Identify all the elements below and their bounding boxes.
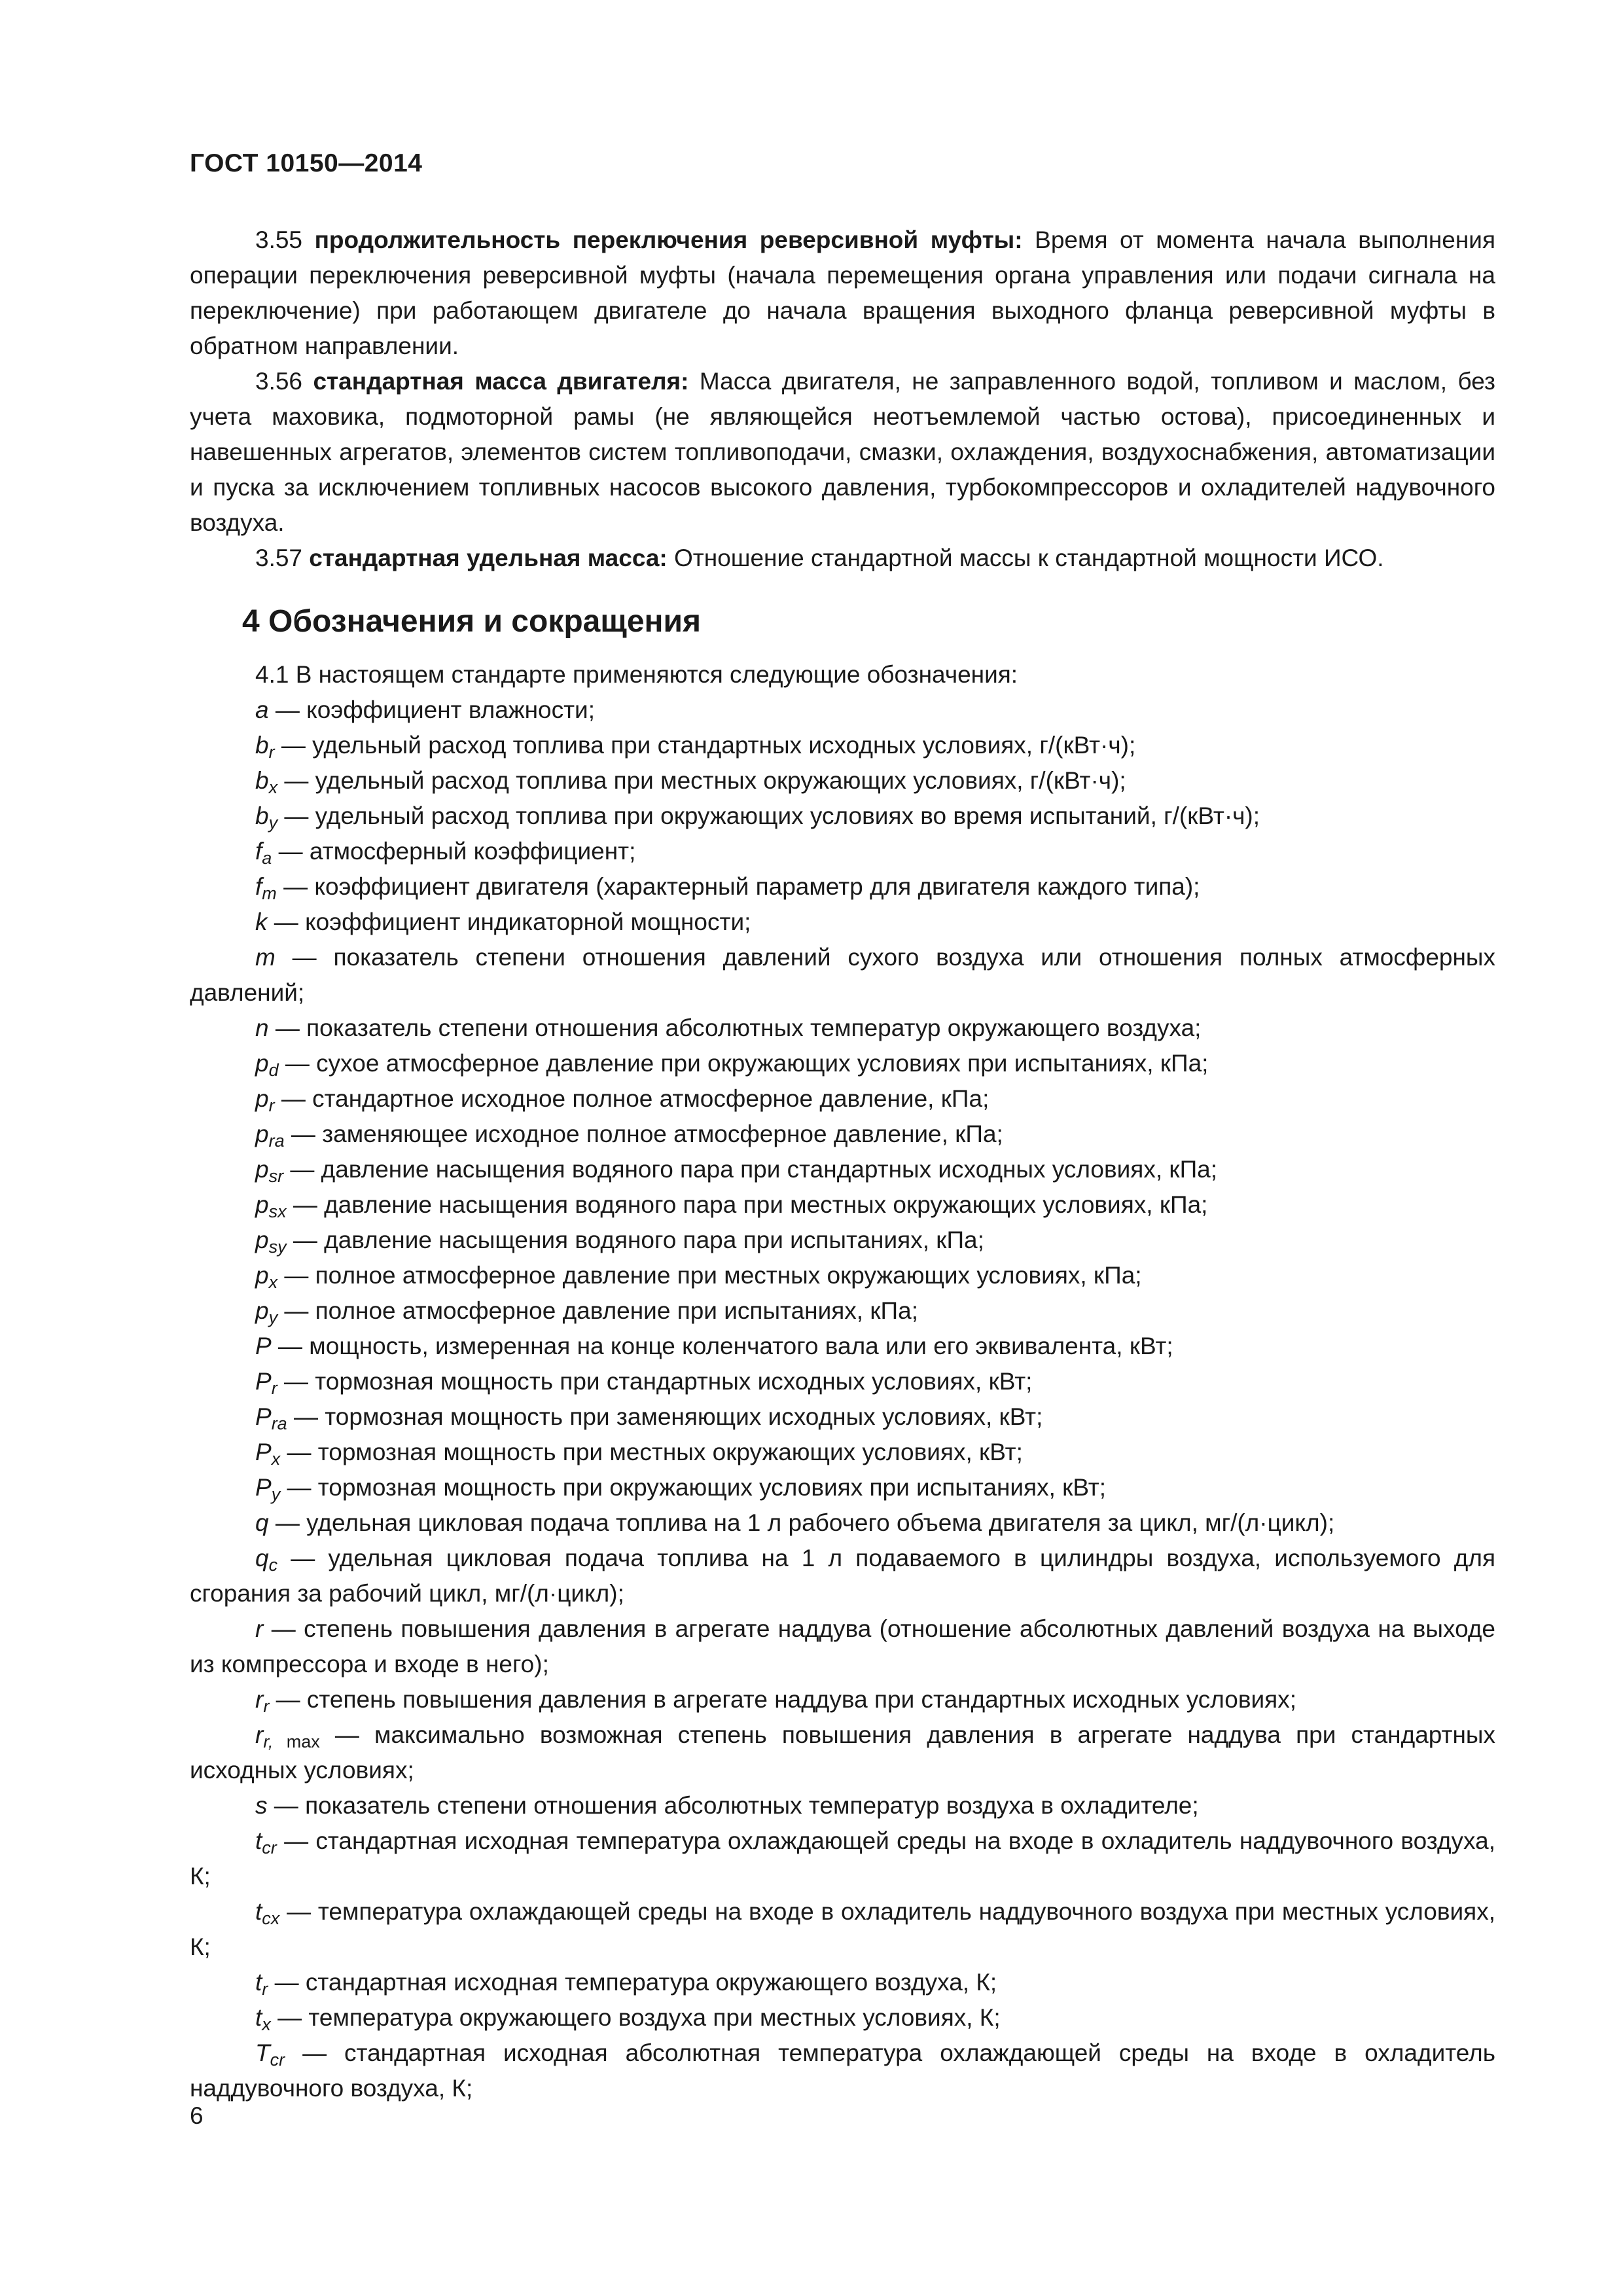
symbol-subscript: [262, 1838, 277, 1857]
subscript-index: r: [268, 742, 275, 762]
symbol-definition: [190, 692, 1495, 728]
symbol-subscript: [272, 1449, 281, 1469]
symbol-description: тормозная мощность при местных окружающих условиях, кВт;: [317, 1439, 1023, 1465]
symbol: T: [255, 2039, 270, 2066]
symbol-definition: [190, 940, 1495, 1011]
clause-list: [190, 223, 1495, 576]
symbol-subscript: [269, 1060, 279, 1080]
symbol: b: [255, 767, 269, 794]
symbol: r: [255, 1686, 264, 1713]
symbol-definition: [190, 763, 1495, 798]
symbol-definition: [190, 728, 1495, 763]
subscript-index: x: [271, 1449, 281, 1469]
subscript-index: d: [268, 1060, 279, 1080]
symbol-subscript: [269, 778, 278, 797]
subscript-index: y: [268, 813, 278, 833]
symbol: p: [255, 1121, 269, 1147]
symbol-definition: [190, 2000, 1495, 2036]
symbol: P: [255, 1368, 272, 1395]
symbol-definition: [190, 1788, 1495, 1823]
subscript-index: r,: [263, 1732, 274, 1751]
symbol-definition: [190, 1505, 1495, 1541]
em-dash: —: [291, 1545, 315, 1571]
symbol-definition: [190, 1223, 1495, 1258]
em-dash: —: [293, 1403, 318, 1430]
clause-term: стандартная масса двигателя:: [313, 368, 689, 395]
symbol-definition: [190, 1399, 1495, 1435]
symbol: n: [255, 1014, 269, 1041]
symbol: f: [255, 838, 262, 865]
symbol-definition: [190, 869, 1495, 905]
em-dash: —: [284, 1827, 309, 1854]
symbol: p: [255, 1262, 269, 1289]
symbol-description: тормозная мощность при стандартных исходных условиях, кВт;: [315, 1368, 1033, 1395]
em-dash: —: [293, 1227, 317, 1253]
subscript-index: cr: [270, 2050, 285, 2070]
symbol-subscript: [269, 1272, 278, 1292]
symbol: t: [255, 1827, 262, 1854]
symbol-description: заменяющее исходное полное атмосферное давление, кПа;: [322, 1121, 1003, 1147]
symbol-subscript: [269, 742, 275, 762]
em-dash: —: [281, 732, 306, 759]
symbol-definition: [190, 834, 1495, 869]
symbol-definition: [190, 1011, 1495, 1046]
symbol-definition: [190, 1187, 1495, 1223]
symbol-description: степень повышения давления в агрегате наддува (отношение абсолютных давлений воздуха на выходе из компрессора и входе в него);: [190, 1615, 1496, 1677]
symbol: q: [255, 1545, 269, 1571]
clause-text: Масса двигателя, не заправленного водой, топливом и маслом, без учета маховика, подмоторной рамы (не являющейся неотъемлемой частью остова), присоединенных и навешенных агрегатов, элементов систем топливоподачи, смазки, охлаждения, воздухоснабжения, автоматизации и пуска за исключением топливных насосов высокого давления, турбокомпрессоров и охладителей надувочного воздуха.: [190, 368, 1496, 536]
em-dash: —: [284, 1262, 309, 1289]
document-header: ГОСТ 10150—2014: [190, 149, 423, 177]
symbol-description: удельный расход топлива при стандартных исходных условиях, г/(кВт·ч);: [312, 732, 1136, 759]
clause-term: стандартная удельная масса:: [309, 545, 668, 571]
symbol-definition: [190, 1682, 1495, 1717]
page-content: [190, 223, 1495, 2106]
symbol: r: [255, 1615, 264, 1642]
symbol: b: [255, 802, 269, 829]
symbol-subscript: [269, 1308, 278, 1327]
symbol: p: [255, 1297, 269, 1324]
subscript-index: c: [268, 1555, 278, 1575]
subscript-index: x: [262, 2015, 271, 2034]
symbol: t: [255, 1969, 262, 1996]
em-dash: —: [271, 1615, 296, 1642]
em-dash: —: [291, 1121, 315, 1147]
symbol-definition: [190, 1435, 1495, 1470]
symbol-description: показатель степени отношения давлений сухого воздуха или отношения полных атмосферных давлений;: [190, 944, 1496, 1006]
symbol-definition: [190, 2036, 1495, 2106]
em-dash: —: [283, 1368, 308, 1395]
symbol-subscript: [262, 848, 272, 868]
symbol: P: [255, 1474, 272, 1501]
symbol-description: удельный расход топлива при окружающих условиях во время испытаний, г/(кВт·ч);: [315, 802, 1260, 829]
subscript-index: y: [268, 1308, 278, 1327]
symbol-description: давление насыщения водяного пара при стандартных исходных условиях, кПа;: [321, 1156, 1218, 1183]
subscript-index: sx: [268, 1202, 287, 1221]
clause-3-56: [190, 364, 1495, 541]
symbol-definition: [190, 905, 1495, 940]
symbol: p: [255, 1156, 269, 1183]
symbol-subscript: [272, 1414, 287, 1433]
symbol: q: [255, 1509, 269, 1536]
symbol-description: коэффициент влажности;: [306, 696, 595, 723]
symbol-description: тормозная мощность при заменяющих исходных условиях, кВт;: [325, 1403, 1043, 1430]
symbol-description: коэффициент индикаторной мощности;: [305, 908, 751, 935]
subscript-index: cx: [262, 1909, 280, 1928]
symbol-subscript: [263, 1732, 319, 1751]
em-dash: —: [334, 1721, 359, 1748]
symbol-description: коэффициент двигателя (характерный параметр для двигателя каждого типа);: [314, 873, 1200, 900]
clause-text: Отношение стандартной массы к стандартной мощности ИСО.: [674, 545, 1384, 571]
symbol-subscript: [269, 1131, 285, 1151]
symbol-description: стандартная исходная температура окружающего воздуха, К;: [305, 1969, 997, 1996]
subscript-index: a: [262, 848, 272, 868]
em-dash: —: [275, 1014, 300, 1041]
symbol-subscript: [269, 1202, 287, 1221]
symbol-description: тормозная мощность при окружающих условиях при испытаниях, кВт;: [317, 1474, 1107, 1501]
page-number: 6: [190, 2102, 204, 2129]
symbol-description: максимально возможная степень повышения давления в агрегате наддува при стандартных исходных условиях;: [190, 1721, 1496, 1784]
symbol: p: [255, 1050, 269, 1077]
symbol-definition: [190, 1717, 1495, 1788]
section-title: 4 Обозначения и сокращения: [242, 604, 702, 639]
symbol-description: удельная цикловая подача топлива на 1 л рабочего объема двигателя за цикл, мг/(л·цикл);: [306, 1509, 1335, 1536]
em-dash: —: [277, 2004, 302, 2031]
symbol: P: [255, 1333, 272, 1359]
section-intro: 4.1 В настоящем стандарте применяются следующие обозначения:: [255, 661, 1018, 688]
symbol-subscript: [269, 813, 278, 833]
symbol: b: [255, 732, 269, 759]
symbol-subscript: [262, 1909, 279, 1928]
subscript-index: sy: [268, 1237, 287, 1257]
subscript-qualifier: max: [273, 1732, 320, 1751]
symbol-description: температура окружающего воздуха при местных условиях, К;: [308, 2004, 1001, 2031]
subscript-index: ra: [268, 1131, 285, 1151]
symbol-subscript: [269, 1237, 287, 1257]
symbol: f: [255, 873, 262, 900]
symbol-definition: [190, 1541, 1495, 1611]
subscript-index: x: [268, 778, 278, 797]
subscript-index: r: [262, 1979, 268, 1999]
symbol-description: атмосферный коэффициент;: [309, 838, 636, 865]
symbol: p: [255, 1085, 269, 1112]
symbol-definition: [190, 1293, 1495, 1329]
symbol-list: [190, 692, 1495, 2106]
subscript-index: r: [271, 1378, 277, 1398]
symbol: m: [255, 944, 276, 971]
em-dash: —: [275, 1509, 300, 1536]
symbol-subscript: [269, 1166, 284, 1186]
symbol-description: стандартная исходная температура охлаждающей среды на входе в охладитель наддувочного воздуха, К;: [190, 1827, 1495, 1890]
symbol-description: удельный расход топлива при местных окружающих условиях, г/(кВт·ч);: [315, 767, 1126, 794]
em-dash: —: [302, 2039, 327, 2066]
symbol: t: [255, 2004, 262, 2031]
symbol: p: [255, 1227, 269, 1253]
symbol-definition: [190, 1611, 1495, 1682]
symbol: p: [255, 1191, 269, 1218]
symbol-description: показатель степени отношения абсолютных температур окружающего воздуха;: [306, 1014, 1202, 1041]
symbol-subscript: [272, 1378, 277, 1398]
symbol-description: температура охлаждающей среды на входе в охладитель наддувочного воздуха при местных условиях, К;: [190, 1898, 1495, 1960]
symbol-description: давление насыщения водяного пара при испытаниях, кПа;: [324, 1227, 984, 1253]
symbol-description: показатель степени отношения абсолютных температур воздуха в охладителе;: [305, 1792, 1199, 1819]
symbol-definition: [190, 798, 1495, 834]
clause-number: 3.55: [255, 226, 303, 253]
em-dash: —: [276, 1686, 300, 1713]
symbol-description: удельная цикловая подача топлива на 1 л подаваемого в цилиндры воздуха, используемого для сгорания за рабочий цикл, мг/(л·цикл);: [190, 1545, 1496, 1607]
em-dash: —: [274, 1792, 298, 1819]
subscript-index: cr: [262, 1838, 277, 1857]
symbol-definition: [190, 1258, 1495, 1293]
symbol-definition: [190, 1823, 1495, 1894]
symbol-definition: [190, 1046, 1495, 1081]
subscript-index: ra: [271, 1414, 287, 1433]
symbol-subscript: [262, 2015, 271, 2034]
symbol: a: [255, 696, 269, 723]
em-dash: —: [278, 838, 303, 865]
clause-term: продолжительность переключения реверсивной муфты:: [314, 226, 1023, 253]
symbol-definition: [190, 1329, 1495, 1364]
subscript-index: y: [271, 1484, 281, 1504]
symbol-subscript: [269, 1096, 275, 1115]
em-dash: —: [274, 1969, 299, 1996]
symbol-subscript: [262, 1979, 268, 1999]
symbol-subscript: [272, 1484, 281, 1504]
symbol-description: полное атмосферное давление при местных окружающих условиях, кПа;: [315, 1262, 1142, 1289]
em-dash: —: [281, 1085, 306, 1112]
clause-3-55: [190, 223, 1495, 364]
symbol: P: [255, 1403, 272, 1430]
symbol-description: степень повышения давления в агрегате наддува при стандартных исходных условиях;: [306, 1686, 1296, 1713]
clause-number: 3.57: [255, 545, 303, 571]
symbol-definition: [190, 1470, 1495, 1505]
symbol: P: [255, 1439, 272, 1465]
symbol-subscript: [269, 1555, 278, 1575]
clause-3-57: [190, 541, 1495, 576]
em-dash: —: [283, 873, 308, 900]
symbol: k: [255, 908, 268, 935]
symbol-subscript: [262, 884, 277, 903]
symbol-definition: [190, 1081, 1495, 1117]
symbol: r: [255, 1721, 264, 1748]
symbol-definition: [190, 1152, 1495, 1187]
subscript-index: r: [263, 1696, 270, 1716]
em-dash: —: [275, 696, 300, 723]
symbol-description: стандартная исходная абсолютная температура охлаждающей среды на входе в охладитель наддувочного воздуха, К;: [190, 2039, 1495, 2102]
em-dash: —: [277, 1333, 302, 1359]
em-dash: —: [290, 1156, 315, 1183]
em-dash: —: [287, 1439, 312, 1465]
symbol-description: полное атмосферное давление при испытаниях, кПа;: [315, 1297, 918, 1324]
em-dash: —: [287, 1474, 312, 1501]
clause-text: Время от момента начала выполнения операции переключения реверсивной муфты (начала перемещения органа управления или подачи сигнала на переключение) при работающем двигателе до начала вращения выходного фланца реверсивной муфты в обратном направлении.: [190, 226, 1495, 359]
subscript-index: x: [268, 1272, 278, 1292]
subscript-index: m: [262, 884, 277, 903]
em-dash: —: [292, 944, 317, 971]
symbol-description: мощность, измеренная на конце коленчатого вала или его эквивалента, кВт;: [309, 1333, 1173, 1359]
symbol-definition: [190, 1117, 1495, 1152]
symbol: t: [255, 1898, 262, 1925]
symbol: s: [255, 1792, 268, 1819]
em-dash: —: [293, 1191, 317, 1218]
em-dash: —: [274, 908, 298, 935]
symbol-definition: [190, 1965, 1495, 2000]
subscript-index: r: [268, 1096, 275, 1115]
em-dash: —: [284, 1297, 309, 1324]
symbol-description: давление насыщения водяного пара при местных окружающих условиях, кПа;: [324, 1191, 1208, 1218]
em-dash: —: [284, 767, 309, 794]
symbol-subscript: [270, 2050, 285, 2070]
clause-number: 3.56: [255, 368, 303, 395]
symbol-description: сухое атмосферное давление при окружающих условиях при испытаниях, кПа;: [316, 1050, 1209, 1077]
em-dash: —: [285, 1050, 310, 1077]
em-dash: —: [284, 802, 309, 829]
em-dash: —: [287, 1898, 312, 1925]
subscript-index: sr: [268, 1166, 284, 1186]
symbol-description: стандартное исходное полное атмосферное давление, кПа;: [312, 1085, 990, 1112]
symbol-definition: [190, 1364, 1495, 1399]
symbol-definition: [190, 1894, 1495, 1965]
symbol-subscript: [263, 1696, 269, 1716]
